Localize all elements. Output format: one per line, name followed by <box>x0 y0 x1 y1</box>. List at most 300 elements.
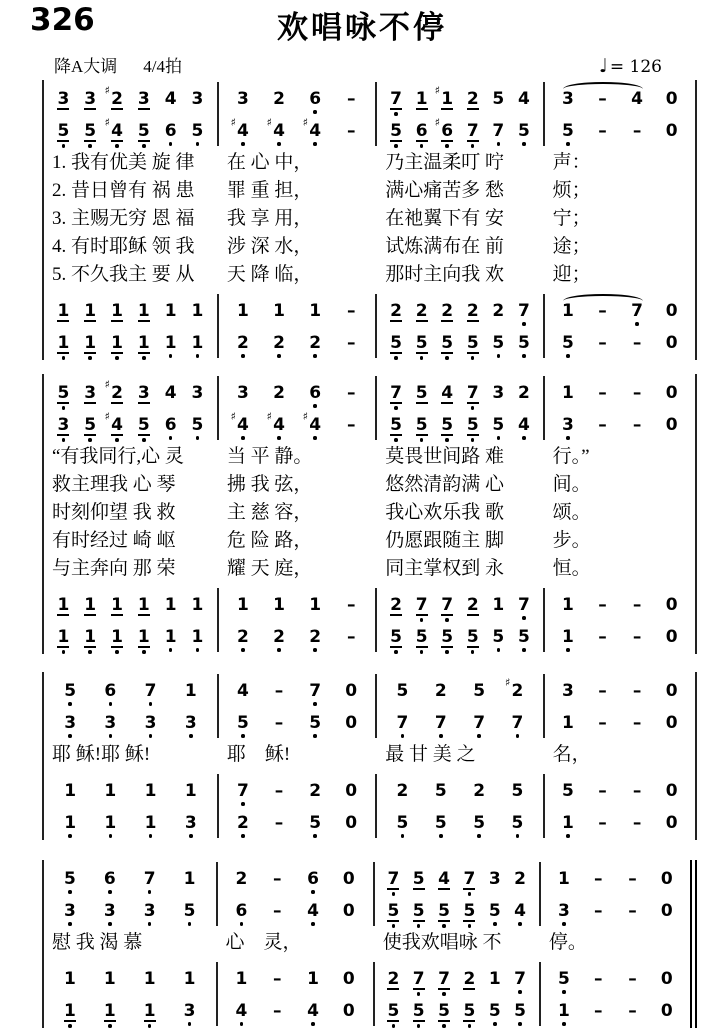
rest-note <box>342 902 355 926</box>
lyric-segment: 3. 主赐无穷 恩 福 <box>52 208 195 229</box>
note <box>557 902 570 926</box>
dash-extender <box>273 782 286 806</box>
pitch-digit: 3 <box>144 713 157 733</box>
note <box>434 782 447 806</box>
pitch-digit: 0 <box>345 713 358 733</box>
pitch-digit: – <box>632 333 642 353</box>
low-octave-dot <box>68 734 72 738</box>
measure-tenor <box>377 588 542 620</box>
dot-spacer <box>313 322 317 326</box>
pitch-digit: 3 <box>137 89 150 109</box>
dot-spacer <box>518 890 522 894</box>
pitch-digit: – <box>632 813 642 833</box>
dash-extender <box>596 416 609 440</box>
pitch-digit: 4 <box>235 1001 248 1021</box>
low-octave-dot <box>241 142 245 146</box>
note <box>309 384 322 408</box>
measure-soprano <box>545 376 695 408</box>
dash-extender <box>592 870 605 894</box>
sharp-icon: ♯ <box>104 378 110 391</box>
pitch-digit: – <box>272 901 282 921</box>
dot-spacer <box>188 990 192 994</box>
pitch-digit: 7 <box>514 969 527 989</box>
low-octave-dot <box>109 734 113 738</box>
note <box>466 596 479 622</box>
lyric-segment: 主 慈 容， <box>226 502 313 523</box>
low-octave-dot <box>189 734 193 738</box>
pitch-digit: – <box>598 781 607 801</box>
lyric-segment: 莫畏世间路 难 <box>385 446 505 467</box>
pitch-digit: 6 <box>164 415 177 435</box>
note <box>441 302 454 328</box>
note <box>466 122 479 148</box>
pitch-digit: 4 <box>309 121 322 141</box>
note <box>184 682 197 706</box>
measure-tenor <box>219 774 375 806</box>
note <box>236 334 249 358</box>
pitch-digit: – <box>346 121 356 141</box>
pitch-digit: 2 <box>237 333 249 353</box>
dot-spacer <box>635 142 639 146</box>
pitch-digit: 1 <box>191 333 204 353</box>
pitch-digit: – <box>632 415 642 435</box>
note <box>144 682 157 706</box>
measure-alto <box>44 408 217 440</box>
low-octave-dot <box>522 616 526 620</box>
note <box>387 870 400 896</box>
low-octave-dot <box>109 834 113 838</box>
note <box>84 596 97 622</box>
low-octave-dot <box>62 356 66 360</box>
pitch-digit: – <box>346 415 356 435</box>
note <box>415 90 428 116</box>
low-octave-dot <box>169 354 173 358</box>
pitch-digit: 2 <box>466 301 479 321</box>
dot-spacer <box>566 404 570 408</box>
note <box>104 682 117 706</box>
pitch-digit: 1 <box>143 1001 156 1021</box>
note <box>415 302 428 328</box>
note <box>137 90 150 116</box>
voice-group <box>44 672 695 740</box>
pitch-digit: 5 <box>463 1001 476 1021</box>
lyric-segment: 宁； <box>552 208 591 229</box>
dot-spacer <box>665 922 669 926</box>
measure-bass <box>545 326 695 358</box>
note <box>137 122 150 148</box>
pitch-digit: 5 <box>517 627 530 647</box>
dash-extender <box>345 90 358 114</box>
note <box>309 90 322 114</box>
measure-tenor <box>44 774 217 806</box>
pitch-digit: 1 <box>84 595 97 615</box>
pitch-digit: – <box>593 969 603 989</box>
measure-alto <box>541 894 690 926</box>
note <box>143 870 156 894</box>
note <box>441 416 454 442</box>
low-octave-dot <box>196 354 200 358</box>
measure-alto <box>219 114 375 146</box>
measure-tenor <box>545 774 695 806</box>
measure-alto <box>44 706 217 738</box>
dot-spacer <box>635 802 639 806</box>
pitch-digit: 1 <box>237 595 249 615</box>
pitch-digit: 7 <box>438 969 450 989</box>
measure-soprano <box>541 862 690 894</box>
lyric-segment: 悠然清韵满 心 <box>385 474 505 495</box>
pitch-digit: – <box>598 383 607 403</box>
sharp-icon: ♯ <box>302 410 308 423</box>
note <box>236 782 249 806</box>
pitch-digit: 2 <box>237 813 249 833</box>
dot-spacer <box>277 110 281 114</box>
dash-extender <box>596 90 609 114</box>
low-octave-dot <box>313 702 317 706</box>
dash-extender <box>596 628 609 652</box>
low-octave-dot <box>241 834 245 838</box>
pitch-digit: 7 <box>412 969 425 989</box>
note <box>103 902 116 926</box>
lyric-segment: 救主理我 心 琴 <box>52 474 176 495</box>
measure-bass <box>545 620 695 652</box>
dot-spacer <box>68 990 72 994</box>
pitch-digit: – <box>598 681 607 701</box>
note <box>514 970 527 994</box>
note <box>415 122 428 148</box>
low-octave-dot <box>241 802 245 806</box>
note <box>561 814 574 838</box>
note <box>466 416 479 442</box>
low-octave-dot <box>108 922 112 926</box>
low-octave-dot <box>442 1024 446 1028</box>
pitch-digit: 1 <box>84 301 97 321</box>
low-octave-dot <box>566 354 570 358</box>
pitch-digit: 4 <box>517 89 530 109</box>
pitch-digit: 1 <box>64 781 77 801</box>
measure-bass <box>44 620 217 652</box>
note <box>557 870 570 894</box>
dot-spacer <box>477 702 481 706</box>
measure-bass <box>377 806 542 838</box>
pitch-digit: – <box>628 969 637 989</box>
pitch-digit: 0 <box>660 869 673 889</box>
pitch-digit: 2 <box>273 333 285 353</box>
dash-extender <box>626 902 639 926</box>
pitch-digit: 1 <box>57 301 70 321</box>
pitch-digit: 1 <box>558 1001 570 1021</box>
pitch-digit: 5 <box>441 627 454 647</box>
dot-spacer <box>566 734 570 738</box>
dot-spacer <box>347 890 351 894</box>
note <box>273 628 286 652</box>
dash-extender <box>596 682 609 706</box>
low-octave-dot <box>148 922 152 926</box>
low-octave-dot <box>68 922 72 926</box>
pitch-digit: 5 <box>415 383 428 403</box>
note <box>103 870 116 894</box>
pitch-digit: 1 <box>164 333 177 353</box>
note <box>104 116 124 148</box>
low-octave-dot <box>241 436 245 440</box>
note <box>517 416 530 440</box>
note <box>492 416 505 440</box>
pitch-digit: 4 <box>111 415 123 435</box>
pitch-digit: 5 <box>191 415 204 435</box>
low-octave-dot <box>401 734 405 738</box>
rest-note <box>342 870 355 894</box>
pitch-digit: 0 <box>665 121 678 141</box>
dot-spacer <box>169 110 173 114</box>
low-octave-dot <box>417 924 421 928</box>
note <box>488 1002 501 1026</box>
measure-soprano <box>375 862 539 894</box>
low-octave-dot <box>277 648 281 652</box>
low-octave-dot <box>471 650 475 654</box>
rest-note <box>342 970 355 994</box>
pitch-digit: 3 <box>64 713 77 733</box>
note <box>104 378 124 410</box>
dot-spacer <box>497 404 501 408</box>
note <box>561 596 574 620</box>
pitch-digit: 5 <box>84 415 97 435</box>
note <box>561 714 574 738</box>
dash-extender <box>592 1002 605 1026</box>
pitch-digit: 5 <box>387 1001 400 1021</box>
lyric-segment: 4. 有时耶稣 领 我 <box>52 236 195 257</box>
note <box>396 814 409 838</box>
note <box>84 384 97 410</box>
note <box>434 116 454 148</box>
note <box>473 682 486 706</box>
pitch-digit: – <box>593 1001 603 1021</box>
low-octave-dot <box>277 142 281 146</box>
pitch-digit: – <box>632 627 642 647</box>
low-octave-dot <box>88 144 92 148</box>
note <box>441 334 454 360</box>
pitch-digit: 0 <box>665 627 678 647</box>
pitch-digit: 2 <box>514 869 527 889</box>
pitch-digit: 0 <box>345 681 358 701</box>
sharp-icon: ♯ <box>266 116 272 129</box>
quarter-note-icon: ♩ <box>598 55 608 77</box>
note <box>236 384 249 408</box>
low-octave-dot <box>420 650 424 654</box>
note <box>104 814 117 838</box>
dot-spacer <box>635 734 639 738</box>
pitch-digit: – <box>632 595 642 615</box>
note <box>137 334 150 360</box>
low-octave-dot <box>148 890 152 894</box>
lyric-line <box>44 443 695 471</box>
note <box>561 782 574 806</box>
pitch-digit: 1 <box>111 627 123 647</box>
note <box>236 814 249 838</box>
low-octave-dot <box>522 648 526 652</box>
dot-spacer <box>109 802 113 806</box>
low-octave-dot <box>142 650 146 654</box>
dash-extender <box>596 782 609 806</box>
pitch-digit: 0 <box>660 969 673 989</box>
pitch-digit: 5 <box>415 333 428 353</box>
pitch-digit: 0 <box>660 1001 673 1021</box>
dot-spacer <box>516 802 520 806</box>
note <box>164 122 177 146</box>
dot-spacer <box>635 404 639 408</box>
pitch-digit: 5 <box>309 813 322 833</box>
pitch-digit: 2 <box>273 383 285 403</box>
lyric-line <box>44 149 695 177</box>
pitch-digit: 1 <box>104 813 117 833</box>
pitch-digit: 1 <box>273 595 285 615</box>
pitch-digit: 1 <box>103 969 116 989</box>
dot-spacer <box>635 354 639 358</box>
dot-spacer <box>189 802 193 806</box>
pitch-digit: 3 <box>184 813 197 833</box>
note <box>137 302 150 328</box>
pitch-digit: 1 <box>562 713 574 733</box>
pitch-digit: 0 <box>342 969 355 989</box>
dot-spacer <box>477 802 481 806</box>
dash-extender <box>596 596 609 620</box>
lyric-segment: 心 灵， <box>225 932 302 953</box>
pitch-digit: 2 <box>441 301 454 321</box>
low-octave-dot <box>68 890 72 894</box>
note <box>236 628 249 652</box>
pitch-digit: 2 <box>235 869 248 889</box>
pitch-digit: 2 <box>309 781 322 801</box>
note <box>309 302 322 326</box>
note <box>557 1002 570 1026</box>
measure-tenor <box>44 962 216 994</box>
note <box>57 90 70 116</box>
pitch-digit: 2 <box>511 681 524 701</box>
pitch-digit: 3 <box>562 681 574 701</box>
measure-alto <box>377 706 542 738</box>
low-octave-dot <box>115 438 119 442</box>
dot-spacer <box>670 702 674 706</box>
lyric-segment: 乃主温柔叮 咛 <box>385 152 505 173</box>
note <box>463 870 476 896</box>
measure-bass <box>44 994 216 1026</box>
note <box>104 714 117 738</box>
pitch-digit: 1 <box>104 781 117 801</box>
low-octave-dot <box>62 144 66 148</box>
sharp-icon: ♯ <box>230 410 236 423</box>
lyric-segment: 慰 我 渴 慕 <box>52 932 143 953</box>
dot-spacer <box>349 734 353 738</box>
pitch-digit: 2 <box>390 595 402 615</box>
pitch-digit: 1 <box>84 333 97 353</box>
pitch-digit: 7 <box>390 89 402 109</box>
note <box>164 334 177 358</box>
note <box>561 302 574 326</box>
pitch-digit: 5 <box>492 627 505 647</box>
low-octave-dot <box>311 890 315 894</box>
dash-extender <box>631 596 644 620</box>
dash-extender <box>631 628 644 652</box>
note <box>390 302 403 328</box>
note <box>104 84 124 116</box>
dot-spacer <box>522 404 526 408</box>
lyric-line <box>44 741 695 769</box>
pitch-digit: 1 <box>415 89 428 109</box>
measure-tenor <box>219 588 375 620</box>
dot-spacer <box>439 702 443 706</box>
low-octave-dot <box>241 734 245 738</box>
low-octave-dot <box>169 142 173 146</box>
pitch-digit: 2 <box>273 627 285 647</box>
pitch-digit: 5 <box>488 901 501 921</box>
lyric-segment: 迎； <box>552 264 591 285</box>
note <box>183 970 196 994</box>
pitch-digit: – <box>628 901 637 921</box>
low-octave-dot <box>392 1024 396 1028</box>
pitch-digit: 5 <box>387 901 400 921</box>
lyric-segment: 途； <box>552 236 591 257</box>
measure-soprano <box>377 82 542 114</box>
note <box>273 384 286 408</box>
low-octave-dot <box>188 922 192 926</box>
pitch-digit: 7 <box>466 121 479 141</box>
pitch-digit: 4 <box>441 383 454 403</box>
note <box>236 302 249 326</box>
pitch-digit: 1 <box>184 681 197 701</box>
rest-note <box>660 970 673 994</box>
measure-alto <box>44 894 216 926</box>
pitch-digit: 1 <box>164 595 177 615</box>
dot-spacer <box>241 322 245 326</box>
dot-spacer <box>566 702 570 706</box>
pitch-digit: 5 <box>415 627 428 647</box>
low-octave-dot <box>471 438 475 442</box>
note <box>492 90 505 114</box>
dash-extender <box>345 416 358 440</box>
note <box>466 90 479 116</box>
note <box>191 416 204 440</box>
note <box>137 596 150 622</box>
pitch-digit: 4 <box>273 415 285 435</box>
dash-extender <box>631 714 644 738</box>
note <box>492 596 505 620</box>
pitch-digit: – <box>598 813 607 833</box>
pitch-digit: 0 <box>665 713 678 733</box>
pitch-digit: 0 <box>665 301 678 321</box>
lyrics-block <box>44 928 690 960</box>
lyric-segment: 我心欢乐我 歌 <box>385 502 505 523</box>
note <box>415 334 428 360</box>
dot-spacer <box>169 404 173 408</box>
measure-soprano <box>219 82 375 114</box>
note <box>307 1002 320 1026</box>
note <box>511 714 524 738</box>
note <box>191 90 204 114</box>
lyric-segment: 天 降 临， <box>226 264 313 285</box>
pitch-digit: – <box>272 869 282 889</box>
pitch-digit: 7 <box>492 121 505 141</box>
pitch-digit: – <box>274 781 284 801</box>
dot-spacer <box>670 616 674 620</box>
note <box>390 90 403 116</box>
pitch-digit: – <box>346 301 356 321</box>
pitch-digit: 5 <box>434 813 447 833</box>
rest-note <box>660 870 673 894</box>
low-octave-dot <box>189 834 193 838</box>
pitch-digit: 2 <box>387 969 400 989</box>
dot-spacer <box>277 616 281 620</box>
note <box>441 596 454 622</box>
sharp-icon: ♯ <box>230 116 236 129</box>
pitch-digit: 4 <box>111 121 123 141</box>
